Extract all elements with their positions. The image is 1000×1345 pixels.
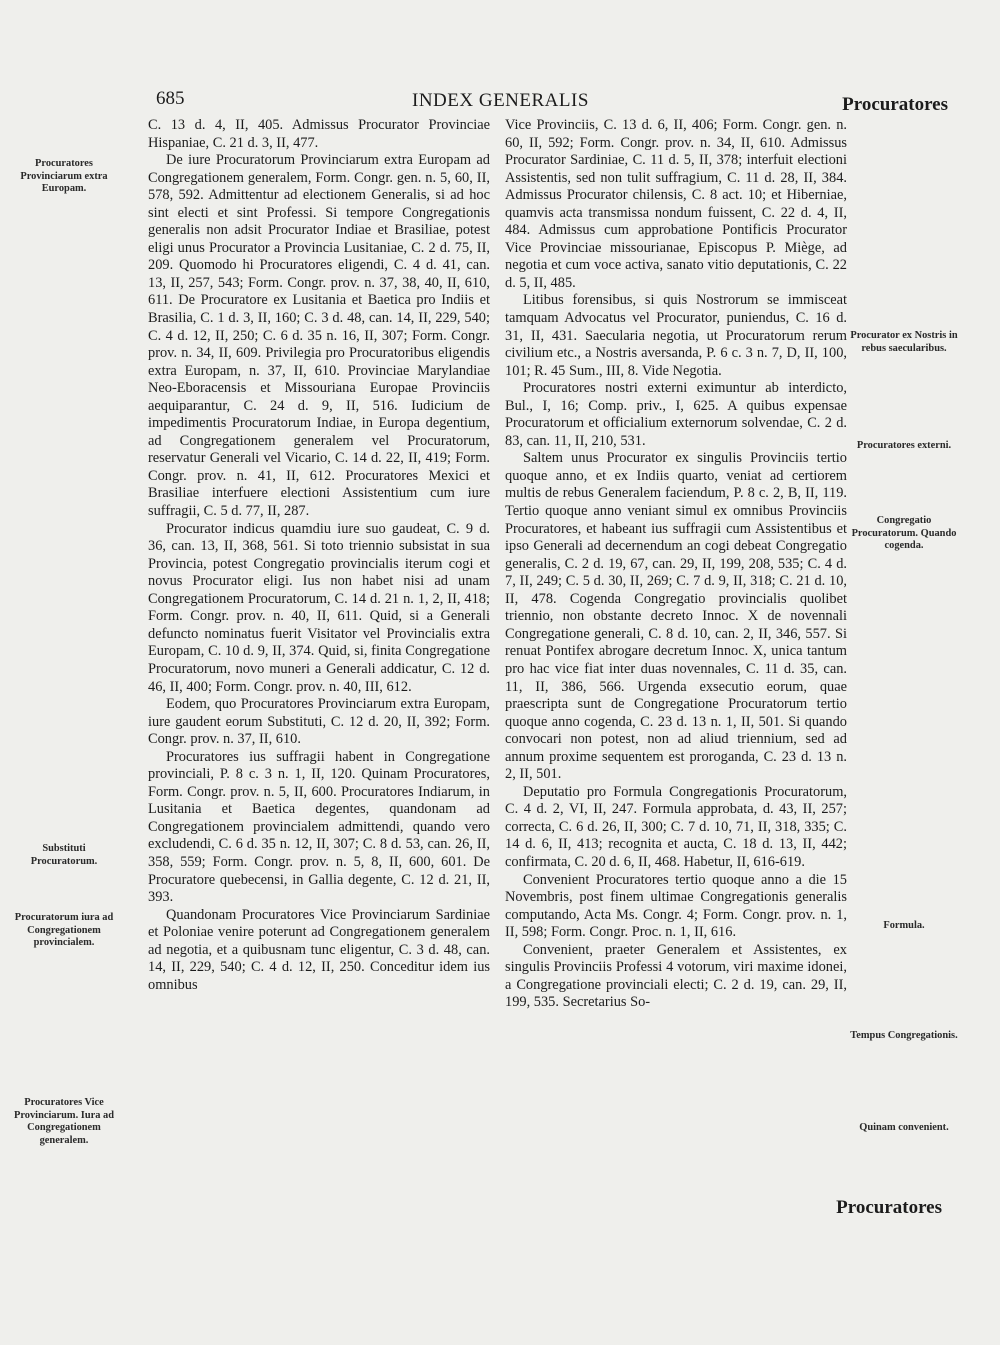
right-paragraph: Saltem unus Procurator ex singulis Provinciis tertio quoque anno, et ex Indiis quarto, veniat ad certiorem multis de rebus Generalem faciendum, P. 8 c. 2, B, II, 119. Tertio quoque anno veniant simul ex omnibus Provinciis Procuratores, et habeant ius suffragii cum Assistentibus et ipso Generali ad decernendum an cogi debeat Congregatio generalis, C. 2 d. 19, 67, can. 29, II, 199, 208, 535; C. 4 d. 7, II, 249; C. 5 d. 30, II, 269; C. 7 d. 9, II, 318; C. 21 d. 10, II, 478. Cogenda Congregatio provincialis quolibet triennio, non obstante decreto Innoc. X de novennali Congregatione generali, C. 8 d. 10, can. 2, II, 346, 557. Si renuat Pontifex abrogare decretum Innoc. X, unica tantum pro hac vice fiat inter duas novennales, C. 11 d. 35, can. 11, II, 386, 566. Urgenda exsecutio eorum, quae praescripta sunt de Congregatione Procuratorum tertio quoque anno cogenda, C. 23 d. 13 n. 1, II, 501. Si quando convocari non potest, non ad aliud triennium, sed ad annum proxime sequentem est proroganda, C. 23 d. 13 n. 2, II, 501. <box>505 450 847 783</box>
margin-note: Formula. <box>883 920 925 931</box>
page-number: 685 <box>156 88 185 109</box>
left-paragraph: Procurator indicus quamdiu iure suo gaudeat, C. 9 d. 36, can. 13, II, 368, 561. Si toto triennio subsistat in sua Provincia, potest Congregatio provincialis iterum cogi et novus Procurator eligi. Ius non habet nisi ad unam Congregationem Procuratorum, C. 14 d. 21 n. 1, 2, II, 418; Form. Congr. prov. n. 40, II, 611. Quid, si a Generali defuncto nominatus fuerit Visitator vel Provincialis extra Europam, C. 10 d. 9, II, 374. Quid, si, finita Congregatione Procuratorum, novo muneri a Generali addicatur, C. 12 d. 46, II, 400; Form. Congr. prov. n. 40, III, 612. <box>148 520 490 695</box>
right-paragraph: Convenient, praeter Generalem et Assistentes, ex singulis Provinciis Professi 4 votorum, viri maxime idonei, a Congregatione provinciali electi; C. 2 d. 19, can. 29, II, 199, 535. Secretarius So- <box>505 941 847 1011</box>
margin-note: Substituti Procuratorum. <box>30 843 98 867</box>
left-paragraph: Quandonam Procuratores Vice Provinciarum Sardiniae et Poloniae venire poterunt ad Congregationem generalem ad negotia, et a quibusnam tunc eligentur, C. 3 d. 48, can. 14, II, 229, 540; C. 4 d. 12, II, 250. Conceditur idem ius omnibus <box>148 906 490 993</box>
right-paragraph: Convenient Procuratores tertio quoque anno a die 15 Novembris, post finem ultimae Congregationis generalis computando, Acta Ms. Congr. 4; Form. Congr. prov. n. 1, II, 598; Form. Congr. Proc. n. 1, II, 616. <box>505 871 847 941</box>
margin-note: Tempus Congregationis. <box>850 1030 958 1041</box>
margin-note: Congregatio Procuratorum. Quando cogenda. <box>851 515 957 552</box>
right-column <box>505 117 847 1012</box>
margin-note: Quinam convenient. <box>859 1122 949 1133</box>
right-paragraph: Litibus forensibus, si quis Nostrorum se immisceat tamquam Advocatus vel Procurator, puniendus, C. 16 d. 31, II, 431. Saecularia negotia, ut Procuratorum rerum civilium etc., a Nostris aversanda, P. 6 c. 3 n. 7, D, II, 100, 101; R. 45 Sum., III, 8. Vide Negotia. <box>505 292 847 379</box>
left-paragraph: Procuratores ius suffragii habent in Congregatione provinciali, P. 8 c. 3 n. 1, II, 120. Quinam Procuratores, Form. Congr. prov. n. 5, II, 600. Procuratores Indiarum, in Lusitania et Baetica degentes, quandonam ad Congregationem provincialem admittendi, quando vero excludendi, C. 6 d. 35 n. 12, II, 307; C. 8 d. 53, can. 26, II, 358, 559; Form. Congr. prov. n. 5, 8, II, 600, 601. De Procuratore quebecensi, in Gallia degente, C. 12 d. 21, II, 393. <box>148 748 490 906</box>
catchword: Procuratores <box>836 1197 942 1218</box>
right-paragraph: Vice Provinciis, C. 13 d. 6, II, 406; Form. Congr. gen. n. 60, II, 592; Form. Congr. prov. n. 34, II, 610. Admissus Procurator Sardiniae, C. 11 d. 5, II, 378; interfuit electioni Assistentis, sed non tulit suffragium, C. 11 d. 28, II, 384. Admissus Procurator chilensis, C. 8 act. 10; et Hiberniae, quamvis acta transmissa nondum fuissent, C. 22 d. 4, II, 484. Admissus cum approbatione Pontificis Procurator Vice Provinciae missourianae, Episcopus P. Miège, ad negotia et cum voce activa, sanato vitio deputationis, C. 22 d. 5, II, 485. <box>505 117 847 291</box>
left-paragraph: C. 13 d. 4, II, 405. Admissus Procurator Provinciae Hispaniae, C. 21 d. 3, II, 477. <box>148 117 490 151</box>
right-paragraph: Deputatio pro Formula Congregationis Procuratorum, C. 4 d. 2, VI, II, 247. Formula approbata, d. 43, II, 257; correcta, C. 6 d. 26, II, 300; C. 7 d. 10, 71, II, 318, 335; C. 14 d. 6, II, 413; recognita et aucta, C. 18 d. 13, II, 442; confirmata, C. 20 d. 6, II, 468. Habetur, II, 616-619. <box>505 783 847 870</box>
margin-note: Procuratorum iura ad Congregationem provincialem. <box>14 912 114 949</box>
running-head: INDEX GENERALIS <box>412 90 589 111</box>
right-paragraph: Procuratores nostri externi eximuntur ab interdicto, Bul., I, 16; Comp. priv., I, 625. A quibus expensae Procuratorum et officialium externorum solvendae, C. 2 d. 83, can. 11, II, 210, 531. <box>505 380 847 449</box>
left-paragraph: De iure Procuratorum Provinciarum extra Europam ad Congregationem generalem, Form. Congr. gen. n. 5, 60, II, 578, 592. Admittentur ad electionem Generalis, si ad hoc sint electi et sint Professi. Si tempore Congregationis generalis non adsit Procurator Indiae et Brasiliae, potest eligi unus Procurator a Provincia Lusitaniae, C. 2 d. 75, II, 209. Quomodo hi Procuratores eligendi, C. 4 d. 41, can. 13, II, 257, 543; Form. Congr. prov. n. 37, 38, 40, II, 610, 611. De Procuratore ex Lusitania et Baetica pro Indiis et Brasilia, C. 1 d. 3, II, 160; C. 3 d. 48, can. 14, II, 229, 540; C. 4 d. 12, II, 250; C. 6 d. 35 n. 16, II, 307; Form. Congr. prov. n. 34, II, 609. Privilegia pro Procuratoribus eligendis extra Europam, n. 37, II, 610. Provinciae Marylandiae Neo-Eboracensis et Missouriana Europae Provinciis aequiparantur, C. 24 d. 9, II, 516. Iudicium de impedimentis Procuratorum Indiae, in Europa degentium, ad Congregationem generalem vel Procuratorum, reservatur Generali vel Vicario, C. 14 d. 22, II, 419; Form. Congr. prov. n. 41, II, 612. Procuratores Mexici et Brasiliae interfuere electioni Assistentium cum iure suffragii, C. 5 d. 77, II, 287. <box>148 152 490 520</box>
margin-note: Procuratores externi. <box>856 440 952 451</box>
margin-note: Procuratores Provinciarum extra Europam. <box>20 158 108 195</box>
margin-note: Procuratores Vice Provinciarum. Iura ad Congregationem generalem. <box>14 1097 114 1146</box>
left-paragraph: Eodem, quo Procuratores Provinciarum extra Europam, iure gaudent eorum Substituti, C. 12 d. 20, II, 392; Form. Congr. prov. n. 37, II, 610. <box>148 696 490 748</box>
margin-note: Procurator ex Nostris in rebus saecularibus. <box>850 330 958 354</box>
head-word: Procuratores <box>842 94 948 115</box>
left-column <box>148 117 490 994</box>
